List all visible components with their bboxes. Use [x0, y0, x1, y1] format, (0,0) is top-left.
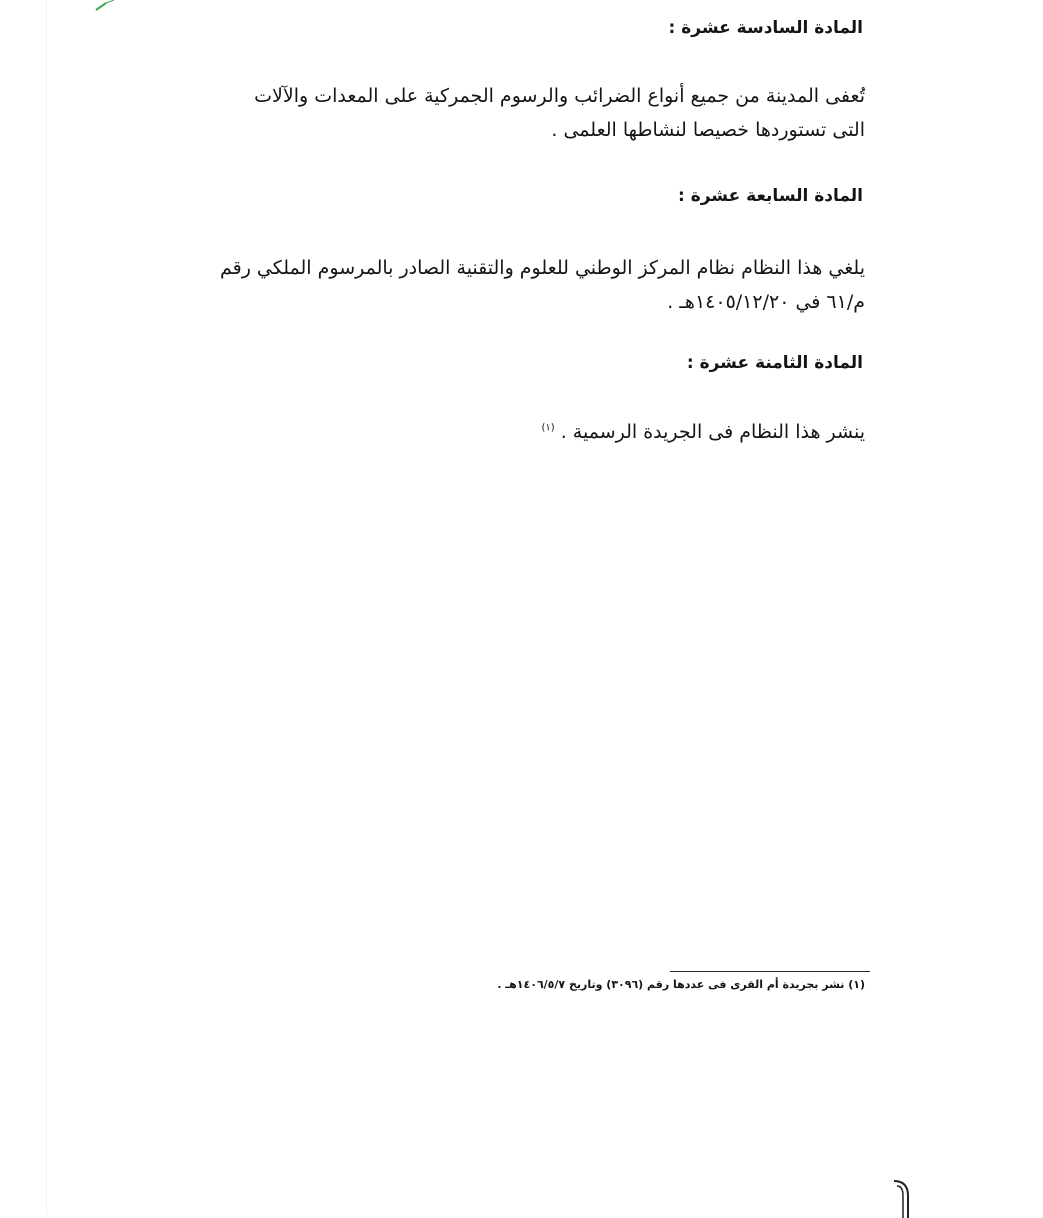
article-17-line-1: يلغي هذا النظام نظام المركز الوطني للعلوم والتقنية الصادر بالمرسوم الملكي رقم — [219, 257, 865, 279]
article-16-heading: المادة السادسة عشرة : — [668, 18, 863, 38]
scan-edge-line — [46, 0, 47, 1215]
article-17-heading: المادة السابعة عشرة : — [677, 186, 863, 206]
article-16-body — [195, 79, 865, 147]
article-18-heading: المادة الثامنة عشرة : — [686, 353, 863, 373]
footnote-divider — [670, 971, 870, 972]
article-18-text: ينشر هذا النظام فى الجريدة الرسمية . — [560, 421, 865, 443]
article-17-body — [195, 251, 865, 319]
article-16-line-1: تُعفى المدينة من جميع أنواع الضرائب والرسوم الجمركية على المعدات والآلات — [254, 85, 865, 107]
article-16-line-2: التى تستوردها خصيصا لنشاطها العلمى . — [551, 119, 865, 141]
footnote-text: (١) نشر بجريدة أم القرى فى عددها رقم (٣٠٩٦) وتاريخ ١٤٠٦/٥/٧هـ . — [497, 978, 865, 991]
page-edge-bracket-icon — [888, 1178, 918, 1218]
article-17-line-2: م/٦١ في ١٤٠٥/١٢/٢٠هـ . — [667, 291, 865, 313]
footnote-reference[interactable]: (١) — [541, 422, 555, 434]
green-corner-mark-icon — [94, 0, 116, 18]
article-18-body — [195, 415, 865, 449]
article-18-line-1 — [195, 415, 865, 449]
